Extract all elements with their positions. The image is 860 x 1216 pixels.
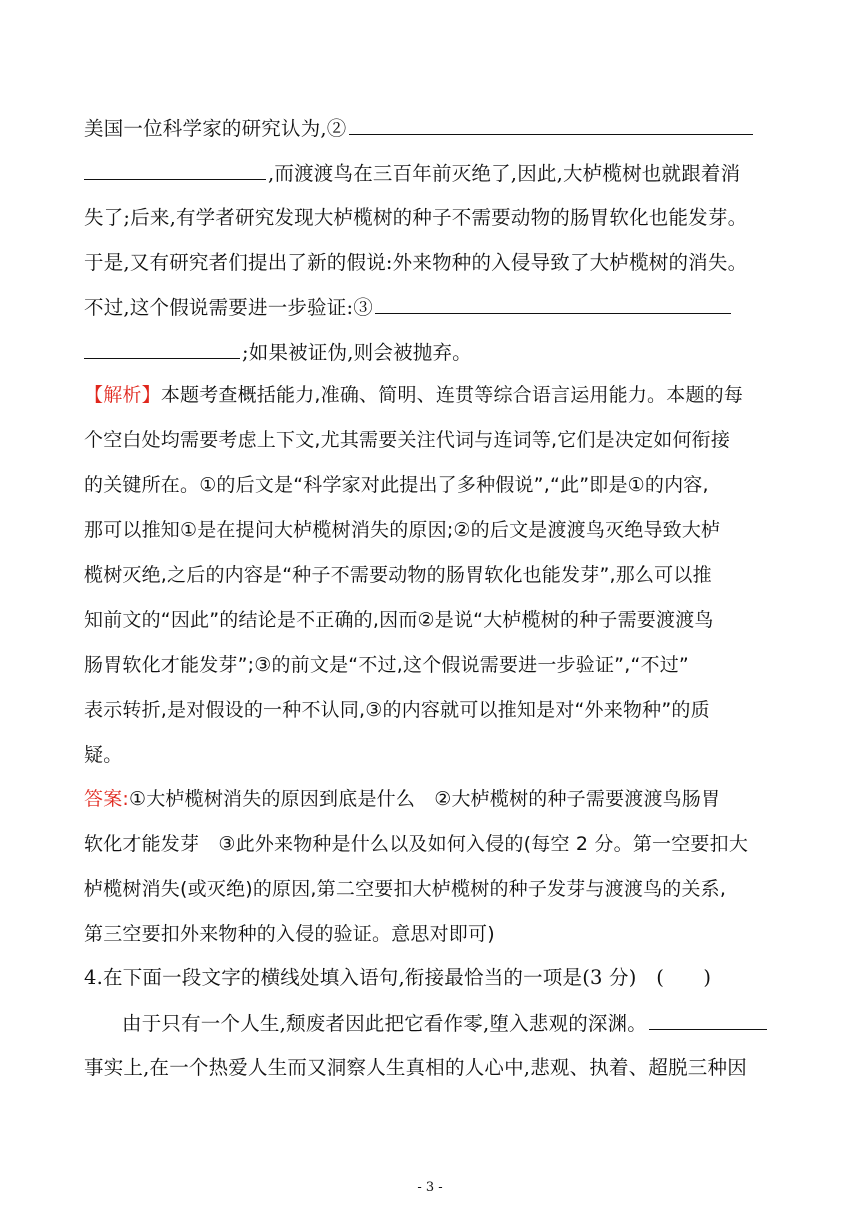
analysis-line-3: 的关键所在。①的后文是“科学家对此提出了多种假说”,“此”即是①的内容,	[84, 474, 709, 496]
analysis-tag: 【解析】	[84, 384, 161, 406]
answer-text: ①大栌榄树消失的原因到底是什么 ②大栌榄树的种子需要渡渡鸟肠胃	[129, 788, 721, 810]
question-4-para-2: 事实上,在一个热爱人生而又洞察人生真相的人心中,悲观、执着、超脱三种因	[84, 1056, 747, 1079]
answer-blank-2	[349, 116, 753, 135]
answer-line-1	[84, 787, 784, 811]
passage-text: 不过,这个假说需要进一步验证:③	[84, 296, 373, 319]
analysis-text: 本题考查概括能力,准确、简明、连贯等综合语言运用能力。本题的每	[160, 384, 744, 406]
analysis-line-8: 表示转折,是对假设的一种不认同,③的内容就可以推知是对“外来物种”的质	[84, 699, 710, 721]
answer-line-2: 软化才能发芽 ③此外来物种是什么以及如何入侵的(每空 2 分。第一空要扣大	[84, 833, 749, 855]
passage-line-2	[84, 161, 784, 186]
passage-line-3: 失了;后来,有学者研究发现大栌榄树的种子不需要动物的肠胃软化也能发芽。	[84, 206, 748, 229]
analysis-line-5: 榄树灭绝,之后的内容是“种子不需要动物的肠胃软化也能发芽”,那么可以推	[84, 564, 712, 586]
passage-text: ,而渡渡鸟在三百年前灭绝了,因此,大栌榄树也就跟着消	[268, 162, 741, 185]
answer-blank-2-cont	[84, 161, 266, 180]
page-number: - 3 -	[417, 1180, 443, 1195]
question-4-stem: 4.在下面一段文字的横线处填入语句,衔接最恰当的一项是(3 分) ( )	[84, 966, 712, 989]
analysis-line-6: 知前文的“因此”的结论是不正确的,因而②是说“大栌榄树的种子需要渡渡鸟	[84, 609, 714, 631]
passage-line-5	[84, 295, 784, 320]
question-4-blank	[649, 1011, 767, 1030]
passage-line-4: 于是,又有研究者们提出了新的假说:外来物种的入侵导致了大栌榄树的消失。	[84, 251, 748, 274]
analysis-line-9: 疑。	[84, 744, 123, 766]
analysis-line-7: 肠胃软化才能发芽”;③的前文是“不过,这个假说需要进一步验证”,“不过”	[84, 654, 689, 676]
answer-tag: 答案:	[84, 788, 130, 810]
answer-line-4: 第三空要扣外来物种的入侵的验证。意思对即可)	[84, 923, 495, 945]
passage-line-6	[84, 340, 784, 365]
analysis-line-2: 个空白处均需要考虑上下文,尤其需要关注代词与连词等,它们是决定如何衔接	[84, 429, 731, 451]
answer-line-3: 栌榄树消失(或灭绝)的原因,第二空要扣大栌榄树的种子发芽与渡渡鸟的关系,	[84, 878, 727, 900]
passage-text: ;如果被证伪,则会被抛弃。	[242, 341, 472, 364]
question-4-para-1	[122, 1011, 784, 1036]
passage-text: 美国一位科学家的研究认为,②	[84, 117, 347, 140]
question-text: 由于只有一个人生,颓废者因此把它看作零,堕入悲观的深渊。	[122, 1012, 647, 1035]
answer-blank-3	[375, 295, 731, 314]
answer-blank-3-cont	[84, 340, 240, 359]
passage-line-1	[84, 116, 784, 141]
analysis-line-1	[84, 383, 784, 407]
analysis-line-4: 那可以推知①是在提问大栌榄树消失的原因;②的后文是渡渡鸟灭绝导致大栌	[84, 519, 721, 541]
